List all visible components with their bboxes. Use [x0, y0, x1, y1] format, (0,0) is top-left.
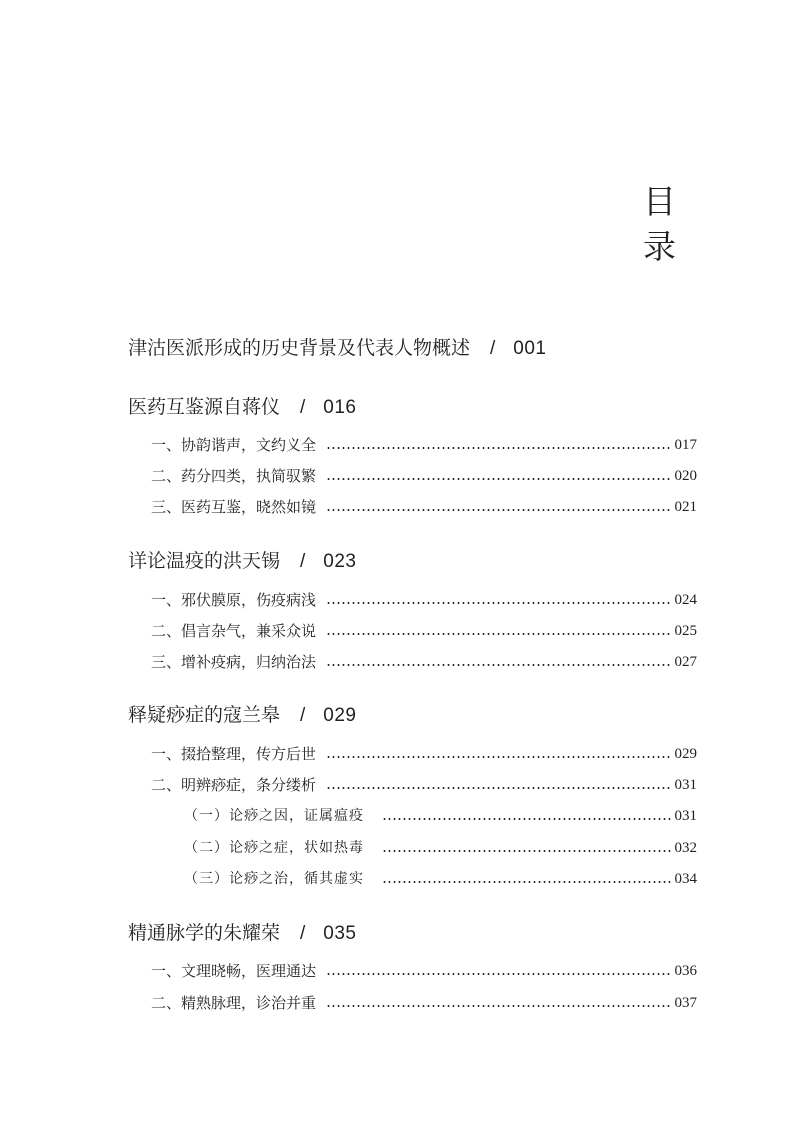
toc-entry[interactable]	[151, 742, 697, 766]
dot-leader	[326, 447, 671, 449]
toc-entry-label: 二、倡言杂气，兼采众说	[151, 622, 317, 640]
toc-entry-page: 037	[674, 995, 697, 1011]
chapter-title: 精通脉学的朱耀荣	[128, 922, 281, 944]
chapter-heading-3[interactable]	[128, 701, 357, 730]
dot-leader	[326, 602, 671, 604]
dot-leader	[326, 787, 671, 789]
toc-entry-label: 一、文理晓畅，医理通达	[151, 962, 317, 980]
chapter-page-number: 023	[323, 551, 357, 572]
chapter-separator: /	[300, 923, 306, 944]
toc-entry[interactable]	[151, 650, 697, 674]
toc-entry[interactable]	[151, 959, 697, 983]
toc-entry-label: （三）论痧之治，循其虚实	[184, 871, 364, 887]
toc-entry-page: 025	[674, 623, 697, 639]
toc-entry[interactable]	[151, 588, 697, 612]
toc-entry-page: 021	[674, 499, 697, 515]
dot-leader	[326, 633, 671, 635]
chapter-page-number: 035	[323, 923, 357, 944]
toc-subentry[interactable]	[184, 836, 697, 860]
dot-leader	[326, 1005, 671, 1007]
chapter-title: 释疑痧症的寇兰皋	[128, 704, 281, 726]
toc-subentry[interactable]	[184, 804, 697, 828]
toc-entry-label: 一、协韵谐声，文约义全	[151, 436, 317, 454]
chapter-title: 津沽医派形成的历史背景及代表人物概述	[128, 337, 471, 359]
dot-leader	[326, 756, 671, 758]
toc-entry-page: 036	[674, 963, 697, 979]
toc-entry-label: （二）论痧之症，状如热毒	[184, 840, 364, 856]
chapter-title: 医药互鉴源自蒋仪	[128, 396, 281, 418]
toc-entry[interactable]	[151, 619, 697, 643]
toc-entry[interactable]	[151, 464, 697, 488]
dot-leader	[326, 973, 671, 975]
chapter-page-number: 001	[513, 338, 547, 359]
toc-entry-page: 031	[674, 777, 697, 793]
chapter-heading-4[interactable]	[128, 919, 357, 948]
chapter-separator: /	[300, 397, 306, 418]
page-title-char-1: 目	[643, 182, 676, 221]
toc-entry-page: 017	[674, 437, 697, 453]
dot-leader	[382, 818, 672, 820]
chapter-page-number: 029	[323, 705, 357, 726]
toc-entry[interactable]	[151, 433, 697, 457]
toc-entry-label: （一）论痧之因，证属瘟疫	[184, 808, 364, 824]
chapter-heading-1[interactable]	[128, 393, 357, 422]
toc-entry-page: 032	[674, 840, 697, 856]
toc-entry[interactable]	[151, 991, 697, 1015]
dot-leader	[382, 881, 672, 883]
toc-entry[interactable]	[151, 495, 697, 519]
chapter-separator: /	[490, 338, 496, 359]
toc-entry-label: 一、邪伏膜原，伤疫病浅	[151, 591, 317, 609]
toc-entry-label: 三、医药互鉴，晓然如镜	[151, 498, 317, 516]
toc-entry-page: 029	[674, 746, 697, 762]
toc-entry-label: 二、明辨痧症，条分缕析	[151, 776, 317, 794]
toc-entry-page: 024	[674, 592, 697, 608]
toc-entry-label: 二、药分四类，执简驭繁	[151, 467, 317, 485]
chapter-separator: /	[300, 551, 306, 572]
dot-leader	[326, 509, 671, 511]
toc-entry-page: 031	[674, 808, 697, 824]
toc-subentry[interactable]	[184, 867, 697, 891]
toc-entry-label: 三、增补疫病，归纳治法	[151, 653, 317, 671]
toc-entry-label: 二、精熟脉理，诊治并重	[151, 994, 317, 1012]
chapter-separator: /	[300, 705, 306, 726]
chapter-heading-0[interactable]	[128, 334, 547, 363]
dot-leader	[382, 850, 672, 852]
page-title-char-2: 录	[643, 227, 676, 266]
chapter-page-number: 016	[323, 397, 357, 418]
toc-entry-page: 027	[674, 654, 697, 670]
toc-entry-label: 一、掇拾整理，传方后世	[151, 745, 317, 763]
toc-entry-page: 020	[674, 468, 697, 484]
chapter-title: 详论温疫的洪天锡	[128, 550, 281, 572]
toc-entry[interactable]	[151, 773, 697, 797]
dot-leader	[326, 664, 671, 666]
dot-leader	[326, 478, 671, 480]
toc-entry-page: 034	[674, 871, 697, 887]
chapter-heading-2[interactable]	[128, 547, 357, 576]
